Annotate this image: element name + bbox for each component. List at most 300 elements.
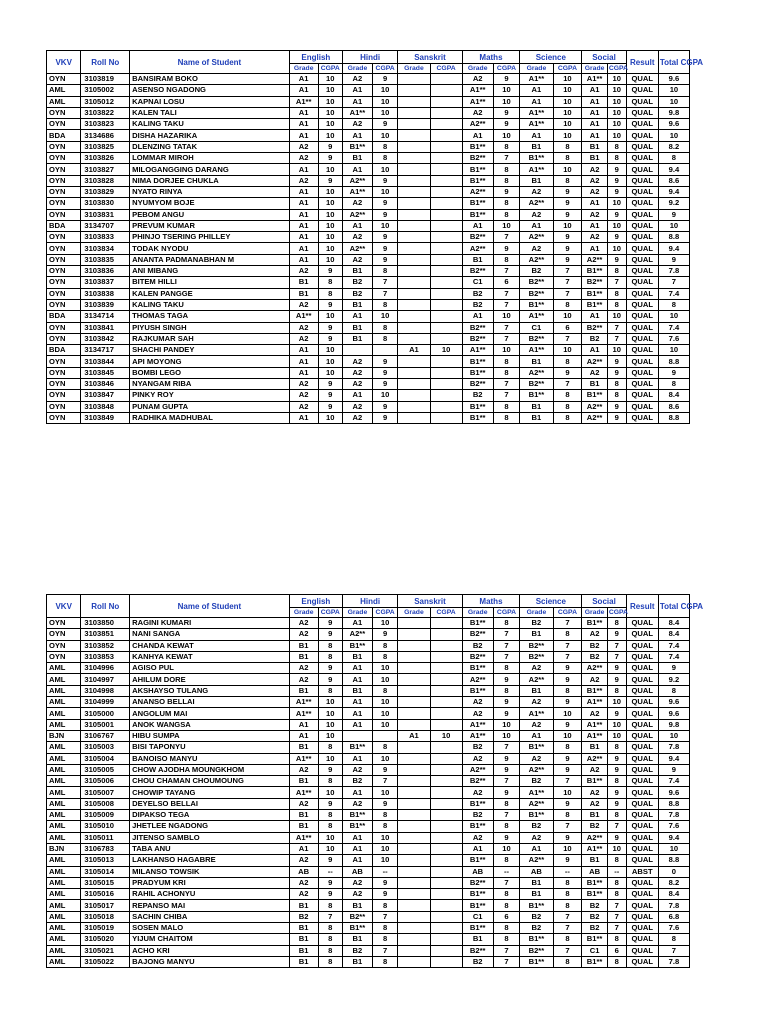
- total-cgpa-cell: 8.4: [658, 629, 689, 640]
- roll-no-cell: 3103842: [81, 333, 130, 344]
- social-grade-cell: A1**: [582, 843, 607, 854]
- table-row: [47, 96, 690, 107]
- hindi-grade-cell: B1**: [342, 742, 372, 753]
- roll-no-cell: 3103829: [81, 186, 130, 197]
- english-grade-cell: B2: [289, 911, 318, 922]
- maths-grade-cell: A1: [462, 843, 493, 854]
- social-cgpa-cell: 9: [607, 753, 626, 764]
- total-cgpa-cell: 9.4: [658, 832, 689, 843]
- hindi-grade-cell: A2: [342, 401, 372, 412]
- result-cell: QUAL: [626, 956, 658, 967]
- english-grade-cell: A2: [289, 266, 318, 277]
- header-grade: Grade: [520, 608, 553, 618]
- science-grade-cell: A1: [520, 96, 553, 107]
- hindi-cgpa-cell: 10: [372, 708, 397, 719]
- table-row: [47, 153, 690, 164]
- maths-grade-cell: B2**: [462, 333, 493, 344]
- hindi-grade-cell: A1: [342, 719, 372, 730]
- science-grade-cell: B1**: [520, 153, 553, 164]
- social-grade-cell: A1: [582, 130, 607, 141]
- english-grade-cell: A2: [289, 674, 318, 685]
- sanskrit-cgpa-cell: [430, 787, 462, 798]
- sanskrit-grade-cell: [398, 934, 430, 945]
- sanskrit-cgpa-cell: [430, 390, 462, 401]
- sanskrit-cgpa-cell: [430, 277, 462, 288]
- header-roll-no: Roll No: [81, 51, 130, 74]
- total-cgpa-cell: 9.2: [658, 198, 689, 209]
- maths-cgpa-cell: 9: [493, 243, 520, 254]
- sanskrit-cgpa-cell: [430, 153, 462, 164]
- table-row: [47, 719, 690, 730]
- sanskrit-cgpa-cell: [430, 243, 462, 254]
- roll-no-cell: 3103839: [81, 299, 130, 310]
- result-cell: QUAL: [626, 277, 658, 288]
- science-grade-cell: A1: [520, 220, 553, 231]
- social-cgpa-cell: 9: [607, 764, 626, 775]
- social-cgpa-cell: 8: [607, 742, 626, 753]
- maths-cgpa-cell: 9: [493, 764, 520, 775]
- result-cell: QUAL: [626, 911, 658, 922]
- english-cgpa-cell: 9: [318, 322, 342, 333]
- roll-no-cell: 3105005: [81, 764, 130, 775]
- table-row: [47, 708, 690, 719]
- header-result: Result: [626, 595, 658, 618]
- header-grade: Grade: [582, 608, 607, 618]
- sanskrit-grade-cell: [398, 356, 430, 367]
- maths-cgpa-cell: 9: [493, 119, 520, 130]
- english-grade-cell: B1: [289, 277, 318, 288]
- hindi-grade-cell: B1**: [342, 141, 372, 152]
- result-cell: QUAL: [626, 175, 658, 186]
- maths-cgpa-cell: 10: [493, 96, 520, 107]
- table-row: [47, 198, 690, 209]
- english-cgpa-cell: 10: [318, 243, 342, 254]
- total-cgpa-cell: 7.8: [658, 810, 689, 821]
- english-grade-cell: A1: [289, 254, 318, 265]
- maths-grade-cell: B1**: [462, 798, 493, 809]
- sanskrit-grade-cell: [398, 855, 430, 866]
- english-cgpa-cell: 10: [318, 74, 342, 85]
- hindi-cgpa-cell: 9: [372, 877, 397, 888]
- social-grade-cell: A2: [582, 674, 607, 685]
- table-row: [47, 345, 690, 356]
- social-grade-cell: B2**: [582, 277, 607, 288]
- vkv-cell: OYN: [47, 412, 81, 423]
- roll-no-cell: 3103844: [81, 356, 130, 367]
- sanskrit-grade-cell: [398, 232, 430, 243]
- total-cgpa-cell: 9.2: [658, 674, 689, 685]
- total-cgpa-cell: 9: [658, 209, 689, 220]
- english-cgpa-cell: 8: [318, 685, 342, 696]
- social-grade-cell: A2**: [582, 356, 607, 367]
- social-grade-cell: A2: [582, 175, 607, 186]
- sanskrit-cgpa-cell: [430, 798, 462, 809]
- english-grade-cell: A2: [289, 153, 318, 164]
- vkv-cell: OYN: [47, 243, 81, 254]
- maths-grade-cell: AB: [462, 866, 493, 877]
- social-grade-cell: B1: [582, 141, 607, 152]
- hindi-grade-cell: A2: [342, 379, 372, 390]
- english-cgpa-cell: 8: [318, 900, 342, 911]
- english-cgpa-cell: 8: [318, 821, 342, 832]
- science-cgpa-cell: 8: [553, 900, 582, 911]
- science-grade-cell: A2**: [520, 798, 553, 809]
- science-grade-cell: A1**: [520, 311, 553, 322]
- sanskrit-grade-cell: [398, 390, 430, 401]
- result-cell: QUAL: [626, 288, 658, 299]
- hindi-grade-cell: B1: [342, 934, 372, 945]
- english-cgpa-cell: 10: [318, 130, 342, 141]
- maths-grade-cell: A1: [462, 220, 493, 231]
- roll-no-cell: 3105021: [81, 945, 130, 956]
- hindi-cgpa-cell: 10: [372, 85, 397, 96]
- sanskrit-cgpa-cell: [430, 810, 462, 821]
- roll-no-cell: 3103847: [81, 390, 130, 401]
- table-row: [47, 367, 690, 378]
- maths-cgpa-cell: 8: [493, 618, 520, 629]
- social-grade-cell: A2**: [582, 412, 607, 423]
- table-row: [47, 900, 690, 911]
- sanskrit-grade-cell: [398, 889, 430, 900]
- english-cgpa-cell: 9: [318, 153, 342, 164]
- sanskrit-grade-cell: [398, 266, 430, 277]
- roll-no-cell: 3105007: [81, 787, 130, 798]
- result-cell: QUAL: [626, 243, 658, 254]
- result-cell: QUAL: [626, 390, 658, 401]
- result-cell: QUAL: [626, 923, 658, 934]
- sanskrit-cgpa-cell: [430, 663, 462, 674]
- social-cgpa-cell: 10: [607, 130, 626, 141]
- maths-cgpa-cell: 8: [493, 367, 520, 378]
- science-grade-cell: B1**: [520, 956, 553, 967]
- sanskrit-cgpa-cell: [430, 877, 462, 888]
- english-cgpa-cell: 10: [318, 708, 342, 719]
- social-cgpa-cell: 10: [607, 719, 626, 730]
- maths-grade-cell: B2: [462, 742, 493, 753]
- sanskrit-grade-cell: [398, 753, 430, 764]
- english-grade-cell: A1: [289, 186, 318, 197]
- english-grade-cell: A1: [289, 107, 318, 118]
- sanskrit-cgpa-cell: [430, 843, 462, 854]
- table-row: [47, 855, 690, 866]
- sanskrit-cgpa-cell: [430, 198, 462, 209]
- vkv-cell: BJN: [47, 843, 81, 854]
- student-name-cell: KALING TAKU: [130, 119, 290, 130]
- header-social: Social: [582, 595, 626, 608]
- sanskrit-grade-cell: [398, 401, 430, 412]
- science-grade-cell: B1**: [520, 390, 553, 401]
- maths-cgpa-cell: 9: [493, 697, 520, 708]
- vkv-cell: AML: [47, 753, 81, 764]
- vkv-cell: AML: [47, 900, 81, 911]
- maths-grade-cell: A1: [462, 130, 493, 141]
- english-cgpa-cell: 9: [318, 266, 342, 277]
- result-cell: QUAL: [626, 198, 658, 209]
- sanskrit-grade-cell: [398, 254, 430, 265]
- total-cgpa-cell: 7.6: [658, 821, 689, 832]
- table-row: [47, 311, 690, 322]
- sanskrit-grade-cell: [398, 674, 430, 685]
- roll-no-cell: 3103819: [81, 74, 130, 85]
- english-cgpa-cell: 9: [318, 299, 342, 310]
- maths-grade-cell: C1: [462, 277, 493, 288]
- social-grade-cell: A1**: [582, 697, 607, 708]
- english-cgpa-cell: 9: [318, 855, 342, 866]
- english-cgpa-cell: 8: [318, 640, 342, 651]
- maths-grade-cell: B2**: [462, 776, 493, 787]
- vkv-cell: OYN: [47, 175, 81, 186]
- maths-cgpa-cell: 9: [493, 674, 520, 685]
- english-grade-cell: A1: [289, 345, 318, 356]
- hindi-grade-cell: A1: [342, 708, 372, 719]
- total-cgpa-cell: 9: [658, 367, 689, 378]
- maths-grade-cell: B1**: [462, 356, 493, 367]
- header-cgpa: CGPA: [493, 608, 520, 618]
- science-grade-cell: A1**: [520, 708, 553, 719]
- english-grade-cell: A1**: [289, 787, 318, 798]
- result-cell: QUAL: [626, 85, 658, 96]
- vkv-cell: OYN: [47, 401, 81, 412]
- maths-cgpa-cell: 7: [493, 810, 520, 821]
- maths-cgpa-cell: 8: [493, 209, 520, 220]
- hindi-grade-cell: A1: [342, 843, 372, 854]
- english-grade-cell: A2: [289, 390, 318, 401]
- total-cgpa-cell: 7.6: [658, 333, 689, 344]
- maths-grade-cell: B2**: [462, 877, 493, 888]
- result-cell: QUAL: [626, 629, 658, 640]
- english-grade-cell: A2: [289, 175, 318, 186]
- maths-cgpa-cell: 7: [493, 232, 520, 243]
- table-row: [47, 753, 690, 764]
- vkv-cell: AML: [47, 821, 81, 832]
- student-name-cell: PINKY ROY: [130, 390, 290, 401]
- hindi-grade-cell: A1: [342, 832, 372, 843]
- maths-cgpa-cell: 10: [493, 719, 520, 730]
- social-grade-cell: A2: [582, 708, 607, 719]
- maths-grade-cell: C1: [462, 911, 493, 922]
- roll-no-cell: 3106783: [81, 843, 130, 854]
- hindi-grade-cell: A1: [342, 220, 372, 231]
- roll-no-cell: 3103835: [81, 254, 130, 265]
- english-cgpa-cell: 8: [318, 810, 342, 821]
- social-cgpa-cell: 8: [607, 889, 626, 900]
- total-cgpa-cell: 7.4: [658, 776, 689, 787]
- sanskrit-grade-cell: [398, 764, 430, 775]
- social-cgpa-cell: 10: [607, 85, 626, 96]
- english-cgpa-cell: 10: [318, 412, 342, 423]
- hindi-grade-cell: A2**: [342, 209, 372, 220]
- roll-no-cell: 3134714: [81, 311, 130, 322]
- header-sanskrit: Sanskrit: [398, 595, 462, 608]
- social-cgpa-cell: 10: [607, 96, 626, 107]
- student-name-cell: CHANDA KEWAT: [130, 640, 290, 651]
- hindi-grade-cell: B1: [342, 685, 372, 696]
- total-cgpa-cell: 9.6: [658, 787, 689, 798]
- science-grade-cell: A2**: [520, 254, 553, 265]
- social-cgpa-cell: 9: [607, 674, 626, 685]
- social-cgpa-cell: 9: [607, 787, 626, 798]
- english-cgpa-cell: 10: [318, 719, 342, 730]
- maths-grade-cell: B2**: [462, 153, 493, 164]
- science-grade-cell: B1**: [520, 742, 553, 753]
- student-name-cell: RAHIL ACHONYU: [130, 889, 290, 900]
- hindi-cgpa-cell: 10: [372, 697, 397, 708]
- hindi-grade-cell: [342, 730, 372, 741]
- maths-grade-cell: B2**: [462, 322, 493, 333]
- social-grade-cell: A2: [582, 798, 607, 809]
- sanskrit-grade-cell: [398, 945, 430, 956]
- english-grade-cell: A2: [289, 764, 318, 775]
- english-grade-cell: B1: [289, 810, 318, 821]
- result-cell: QUAL: [626, 356, 658, 367]
- roll-no-cell: 3103830: [81, 198, 130, 209]
- social-grade-cell: A2**: [582, 753, 607, 764]
- roll-no-cell: 3103846: [81, 379, 130, 390]
- total-cgpa-cell: 8: [658, 299, 689, 310]
- sanskrit-grade-cell: [398, 832, 430, 843]
- science-cgpa-cell: 8: [553, 889, 582, 900]
- sanskrit-cgpa-cell: [430, 288, 462, 299]
- total-cgpa-cell: 10: [658, 220, 689, 231]
- maths-grade-cell: B2: [462, 299, 493, 310]
- total-cgpa-cell: 9.4: [658, 753, 689, 764]
- english-cgpa-cell: 8: [318, 923, 342, 934]
- roll-no-cell: 3103841: [81, 322, 130, 333]
- result-cell: QUAL: [626, 130, 658, 141]
- vkv-cell: BDA: [47, 311, 81, 322]
- social-cgpa-cell: 9: [607, 663, 626, 674]
- vkv-cell: BDA: [47, 130, 81, 141]
- social-cgpa-cell: 9: [607, 175, 626, 186]
- english-grade-cell: B1: [289, 923, 318, 934]
- roll-no-cell: 3105020: [81, 934, 130, 945]
- sanskrit-cgpa-cell: 10: [430, 730, 462, 741]
- hindi-cgpa-cell: 9: [372, 119, 397, 130]
- english-grade-cell: A1**: [289, 708, 318, 719]
- maths-cgpa-cell: 7: [493, 299, 520, 310]
- english-cgpa-cell: 8: [318, 277, 342, 288]
- maths-cgpa-cell: 7: [493, 390, 520, 401]
- total-cgpa-cell: 9: [658, 663, 689, 674]
- roll-no-cell: 3105002: [81, 85, 130, 96]
- hindi-grade-cell: A2: [342, 367, 372, 378]
- vkv-cell: AML: [47, 810, 81, 821]
- social-cgpa-cell: 7: [607, 322, 626, 333]
- sanskrit-grade-cell: [398, 685, 430, 696]
- science-cgpa-cell: 10: [553, 843, 582, 854]
- header-total-cgpa: Total CGPA: [658, 51, 689, 74]
- sanskrit-grade-cell: [398, 900, 430, 911]
- roll-no-cell: 3103838: [81, 288, 130, 299]
- sanskrit-grade-cell: [398, 130, 430, 141]
- result-cell: QUAL: [626, 877, 658, 888]
- total-cgpa-cell: 7: [658, 277, 689, 288]
- sanskrit-cgpa-cell: [430, 889, 462, 900]
- student-name-cell: REPANSO MAI: [130, 900, 290, 911]
- student-name-cell: NANI SANGA: [130, 629, 290, 640]
- sanskrit-grade-cell: [398, 629, 430, 640]
- maths-grade-cell: B1**: [462, 401, 493, 412]
- maths-cgpa-cell: 8: [493, 798, 520, 809]
- student-name-cell: RADHIKA MADHUBAL: [130, 412, 290, 423]
- sanskrit-cgpa-cell: [430, 923, 462, 934]
- table-row: [47, 130, 690, 141]
- vkv-cell: OYN: [47, 322, 81, 333]
- hindi-grade-cell: B1: [342, 333, 372, 344]
- hindi-cgpa-cell: [372, 345, 397, 356]
- student-name-cell: SOSEN MALO: [130, 923, 290, 934]
- hindi-grade-cell: B2: [342, 277, 372, 288]
- hindi-cgpa-cell: 10: [372, 855, 397, 866]
- hindi-cgpa-cell: 10: [372, 832, 397, 843]
- hindi-grade-cell: A2: [342, 74, 372, 85]
- vkv-cell: AML: [47, 764, 81, 775]
- social-grade-cell: A1: [582, 96, 607, 107]
- english-cgpa-cell: 10: [318, 753, 342, 764]
- table-row: [47, 164, 690, 175]
- header-science: Science: [520, 595, 582, 608]
- english-cgpa-cell: 10: [318, 832, 342, 843]
- hindi-cgpa-cell: 9: [372, 356, 397, 367]
- english-grade-cell: A1**: [289, 311, 318, 322]
- hindi-cgpa-cell: 8: [372, 810, 397, 821]
- english-cgpa-cell: 7: [318, 911, 342, 922]
- sanskrit-grade-cell: [398, 119, 430, 130]
- sanskrit-grade-cell: [398, 277, 430, 288]
- social-grade-cell: A2: [582, 164, 607, 175]
- roll-no-cell: 3103836: [81, 266, 130, 277]
- sanskrit-cgpa-cell: [430, 164, 462, 175]
- english-grade-cell: A1: [289, 243, 318, 254]
- social-grade-cell: B2: [582, 651, 607, 662]
- table-row: [47, 697, 690, 708]
- vkv-cell: OYN: [47, 651, 81, 662]
- table-row: [47, 776, 690, 787]
- science-cgpa-cell: 9: [553, 367, 582, 378]
- maths-cgpa-cell: 9: [493, 832, 520, 843]
- sanskrit-cgpa-cell: [430, 401, 462, 412]
- english-grade-cell: A2: [289, 877, 318, 888]
- total-cgpa-cell: 10: [658, 130, 689, 141]
- table-row: [47, 821, 690, 832]
- table-row: [47, 674, 690, 685]
- vkv-cell: OYN: [47, 277, 81, 288]
- english-cgpa-cell: 9: [318, 175, 342, 186]
- hindi-cgpa-cell: 9: [372, 243, 397, 254]
- maths-cgpa-cell: 7: [493, 945, 520, 956]
- roll-no-cell: 3103851: [81, 629, 130, 640]
- result-cell: QUAL: [626, 843, 658, 854]
- student-name-cell: PREVUM KUMAR: [130, 220, 290, 231]
- result-cell: QUAL: [626, 266, 658, 277]
- roll-no-cell: 3103852: [81, 640, 130, 651]
- result-cell: QUAL: [626, 810, 658, 821]
- student-name-cell: BANOISO MANYU: [130, 753, 290, 764]
- vkv-cell: OYN: [47, 266, 81, 277]
- maths-grade-cell: A1**: [462, 85, 493, 96]
- sanskrit-cgpa-cell: [430, 956, 462, 967]
- science-grade-cell: B1**: [520, 934, 553, 945]
- table-row: [47, 119, 690, 130]
- table-row: [47, 663, 690, 674]
- social-cgpa-cell: 9: [607, 629, 626, 640]
- sanskrit-grade-cell: [398, 776, 430, 787]
- maths-cgpa-cell: 9: [493, 787, 520, 798]
- sanskrit-cgpa-cell: [430, 618, 462, 629]
- total-cgpa-cell: 8.8: [658, 855, 689, 866]
- maths-grade-cell: A1**: [462, 345, 493, 356]
- table-row: [47, 379, 690, 390]
